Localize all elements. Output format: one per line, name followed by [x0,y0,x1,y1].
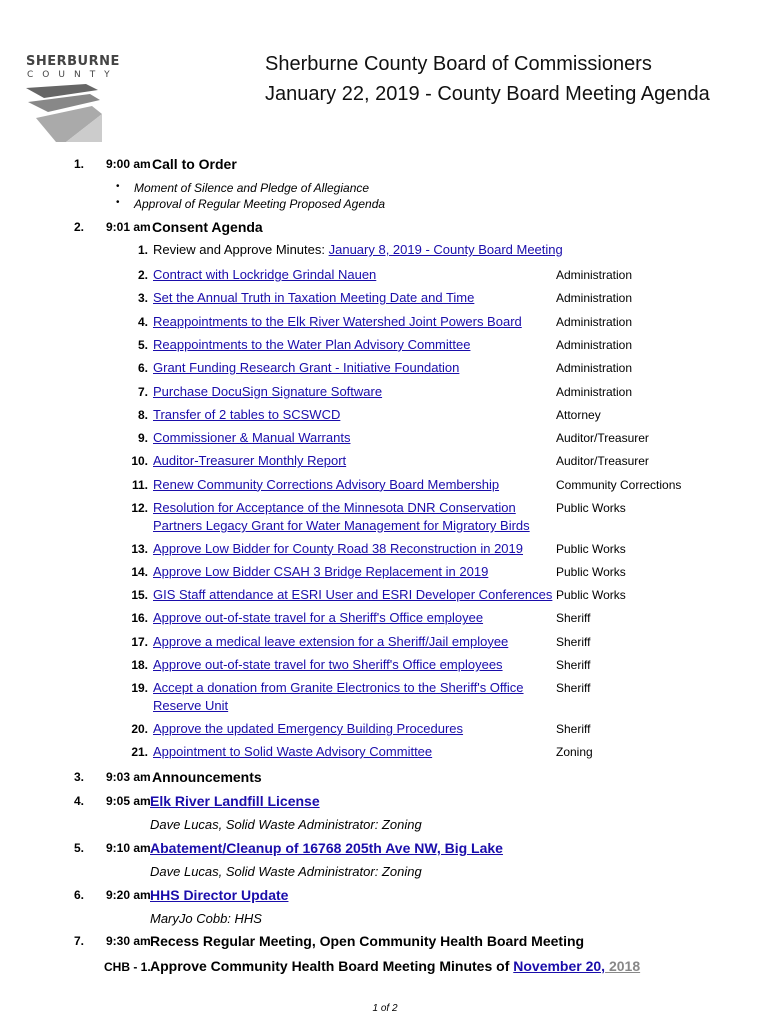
consent-number: 1. [137,243,148,257]
consent-department: Community Corrections [556,477,682,492]
consent-department: Sheriff [556,658,591,672]
chb-prefix: Approve Community Health Board Meeting Minutes of [150,958,514,974]
item-number: 6. [74,888,85,902]
consent-item-link[interactable]: Accept a donation from Granite Electronics to the Sheriff's Office [153,680,524,696]
consent-item-link[interactable]: Auditor-Treasurer Monthly Report [153,453,347,469]
consent-item-link[interactable]: Approve out-of-state travel for a Sheriff's Office employee [153,610,484,626]
consent-department: Administration [556,291,633,306]
consent-number: 10. [131,454,148,469]
consent-department: Auditor/Treasurer [556,431,649,446]
consent-department: Public Works [556,588,626,603]
consent-item-link[interactable]: Approve out-of-state travel for two Sheriff's Office employees [153,657,503,672]
consent-number: 11. [131,477,148,492]
page-title: Sherburne County Board of Commissioners [265,53,652,75]
consent-department: Public Works [556,564,626,579]
consent-department: Zoning [556,745,593,760]
consent-item-link[interactable]: Commissioner & Manual Warrants [153,430,351,446]
consent-item-link[interactable]: Reappointments to the Elk River Watershed Joint Powers Board [153,313,522,329]
consent-department: Public Works [556,541,626,556]
minutes-link[interactable]: January 8, 2019 - County Board Meeting [328,242,563,257]
consent-number: 15. [131,588,148,603]
consent-item-link[interactable]: Approve Low Bidder for County Road 38 Reconstruction in 2019 [153,540,523,556]
item-number: 4. [74,794,85,808]
consent-item-link-cont[interactable]: Reserve Unit [153,698,229,714]
item-number: 7. [74,934,85,948]
item-title: Consent Agenda [152,219,263,235]
consent-department: Administration [556,361,633,376]
consent-item-link[interactable]: Purchase DocuSign Signature Software [153,383,383,399]
consent-department: Auditor/Treasurer [556,454,649,469]
consent-number: 21. [131,745,148,760]
item-title: Recess Regular Meeting, Open Community Health Board Meeting [150,933,585,949]
consent-item-link[interactable]: Reappointments to the Water Plan Advisory Committee [153,336,471,352]
consent-number: 9. [137,431,148,446]
consent-department: Sheriff [556,721,591,736]
consent-item-link[interactable]: Approve a medical leave extension for a Sheriff/Jail employee [153,633,509,649]
consent-department: Public Works [556,501,626,515]
bullet-text: Moment of Silence and Pledge of Allegiance [134,181,370,195]
logo-sub: COUNTY [27,70,119,80]
consent-number: 7. [137,384,148,399]
consent-number: 2. [137,268,148,282]
consent-item-link[interactable]: Appointment to Solid Waste Advisory Committee [153,744,433,760]
presenter: Dave Lucas, Solid Waste Administrator: Zoning [150,864,422,879]
chb-line [150,958,640,974]
bullet-text: Approval of Regular Meeting Proposed Agenda [134,197,386,211]
item-time: 9:03 am [106,770,151,784]
consent-department: Administration [556,337,633,352]
consent-number: 16. [131,611,148,626]
minutes-line [153,242,563,257]
item-number: 3. [74,770,85,784]
presenter: Dave Lucas, Solid Waste Administrator: Zoning [150,817,422,832]
road-graphic-icon [26,84,102,142]
item-link[interactable]: Elk River Landfill License [150,793,320,809]
consent-department: Sheriff [556,681,591,696]
consent-item-link[interactable]: Approve Low Bidder CSAH 3 Bridge Replacement in 2019 [153,563,489,579]
consent-number: 3. [137,291,148,306]
consent-number: 8. [137,407,148,422]
consent-number: 12. [131,501,148,515]
page-subtitle: January 22, 2019 - County Board Meeting Agenda [265,83,710,105]
consent-department: Administration [556,268,633,282]
chb-number: CHB - 1. [104,960,151,974]
item-number: 5. [74,841,85,855]
presenter: MaryJo Cobb: HHS [150,911,262,926]
chb-link[interactable]: November 20, [513,958,606,974]
consent-number: 20. [131,721,148,736]
consent-number: 14. [131,564,148,579]
bullet-icon: • [116,197,120,208]
county-logo [26,54,120,140]
item-link[interactable]: HHS Director Update [150,887,289,903]
item-title: Call to Order [152,156,237,172]
consent-number: 17. [131,634,148,649]
logo-name: SHERBURNE [26,54,120,69]
item-link[interactable]: Abatement/Cleanup of 16768 205th Ave NW, Big Lake [150,840,503,856]
minutes-prefix: Review and Approve Minutes: [153,242,329,257]
consent-item-link[interactable]: Resolution for Acceptance of the Minnesota DNR Conservation [153,500,516,515]
consent-number: 18. [131,658,148,672]
item-time: 9:05 am [106,794,151,808]
consent-department: Administration [556,314,633,329]
consent-department: Sheriff [556,611,591,626]
consent-number: 19. [131,681,148,696]
consent-number: 6. [137,361,148,376]
consent-item-link[interactable]: GIS Staff attendance at ESRI User and ESRI Developer Conferences [153,587,553,603]
item-time: 9:01 am [106,220,151,234]
consent-item-link[interactable]: Grant Funding Research Grant - Initiative Foundation [153,360,460,376]
consent-item-link[interactable]: Transfer of 2 tables to SCSWCD [153,406,341,422]
item-time: 9:20 am [106,888,151,902]
consent-item-link-cont[interactable]: Partners Legacy Grant for Water Management for Migratory Birds [153,518,530,533]
consent-item-link[interactable]: Contract with Lockridge Grindal Nauen [153,267,377,282]
consent-item-link[interactable]: Renew Community Corrections Advisory Board Membership [153,476,500,492]
consent-number: 13. [131,541,148,556]
bullet-icon: • [116,181,120,192]
consent-number: 4. [137,314,148,329]
item-number: 2. [74,220,85,234]
consent-department: Administration [556,384,633,399]
item-time: 9:10 am [106,841,151,855]
consent-item-link[interactable]: Approve the updated Emergency Building Procedures [153,720,464,736]
item-title: Announcements [152,769,262,785]
consent-department: Attorney [556,407,601,422]
item-number: 1. [74,157,85,171]
consent-number: 5. [137,337,148,352]
consent-item-link[interactable]: Set the Annual Truth in Taxation Meeting Date and Time [153,290,475,306]
consent-department: Sheriff [556,634,591,649]
item-time: 9:00 am [106,157,151,171]
page-number: 1 of 2 [372,1003,398,1014]
chb-year: 2018 [605,958,641,974]
item-time: 9:30 am [106,934,151,948]
